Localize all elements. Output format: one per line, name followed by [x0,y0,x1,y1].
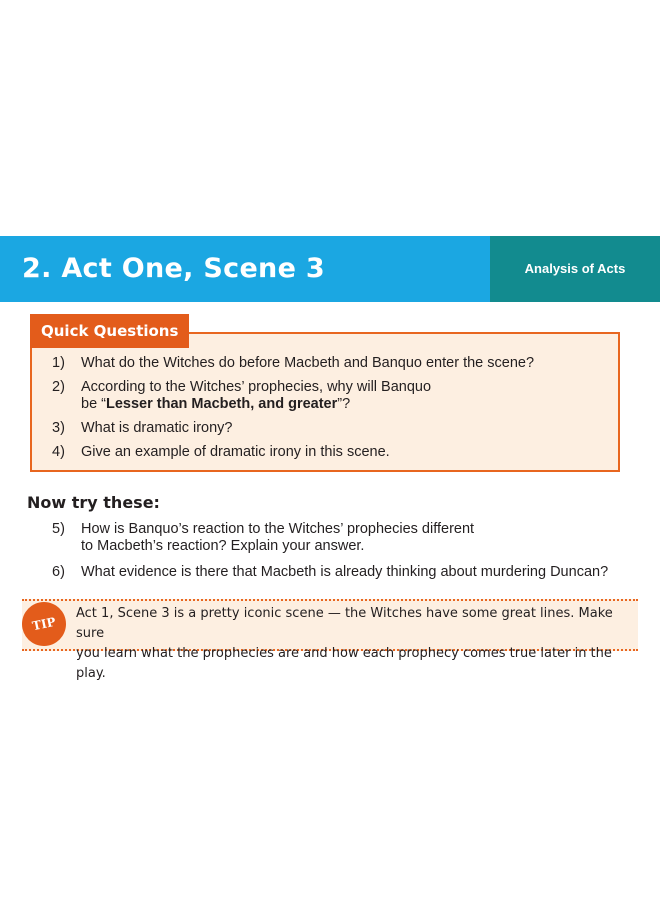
question-line-pre: be “ [81,396,106,412]
question-item [52,564,622,581]
question-line: to Macbeth’s reaction? Explain your answer. [81,538,365,554]
question-item [52,355,622,372]
now-try-list [52,521,622,581]
question-line-post: ”? [337,396,351,412]
quick-questions-list [52,355,622,461]
page-title: 2. Act One, Scene 3 [22,253,325,284]
question-text [81,379,431,413]
question-line: How is Banquo’s reaction to the Witches’ prophecies different [81,521,475,537]
question-text: What do the Witches do before Macbeth and Banquo enter the scene? [81,355,535,371]
question-text [81,521,474,555]
question-text: Give an example of dramatic irony in this scene. [81,444,390,460]
tip-badge: TIP [18,598,70,650]
tip-line: Act 1, Scene 3 is a pretty iconic scene — the Witches have some great lines. Make sure [76,606,613,641]
question-text: What is dramatic irony? [81,420,233,436]
now-try-heading: Now try these: [27,493,160,512]
question-number: 4) [52,444,65,460]
section-tag: Analysis of Acts [490,236,660,302]
question-item [52,420,622,437]
question-line: According to the Witches’ prophecies, why will Banquo [81,379,432,395]
tip-line: you learn what the prophecies are and how each prophecy comes true later in the play. [76,646,612,681]
question-item [52,379,622,413]
header-banner [0,236,660,302]
question-number: 3) [52,420,65,436]
question-number: 5) [52,521,65,537]
quick-questions-label: Quick Questions [30,314,189,348]
question-text: What evidence is there that Macbeth is already thinking about murdering Duncan? [81,564,609,580]
question-item [52,444,622,461]
question-number: 6) [52,564,65,580]
tip-text [76,604,636,684]
question-item [52,521,622,555]
question-quote: Lesser than Macbeth, and greater [106,396,338,412]
question-number: 2) [52,379,65,395]
question-number: 1) [52,355,65,371]
